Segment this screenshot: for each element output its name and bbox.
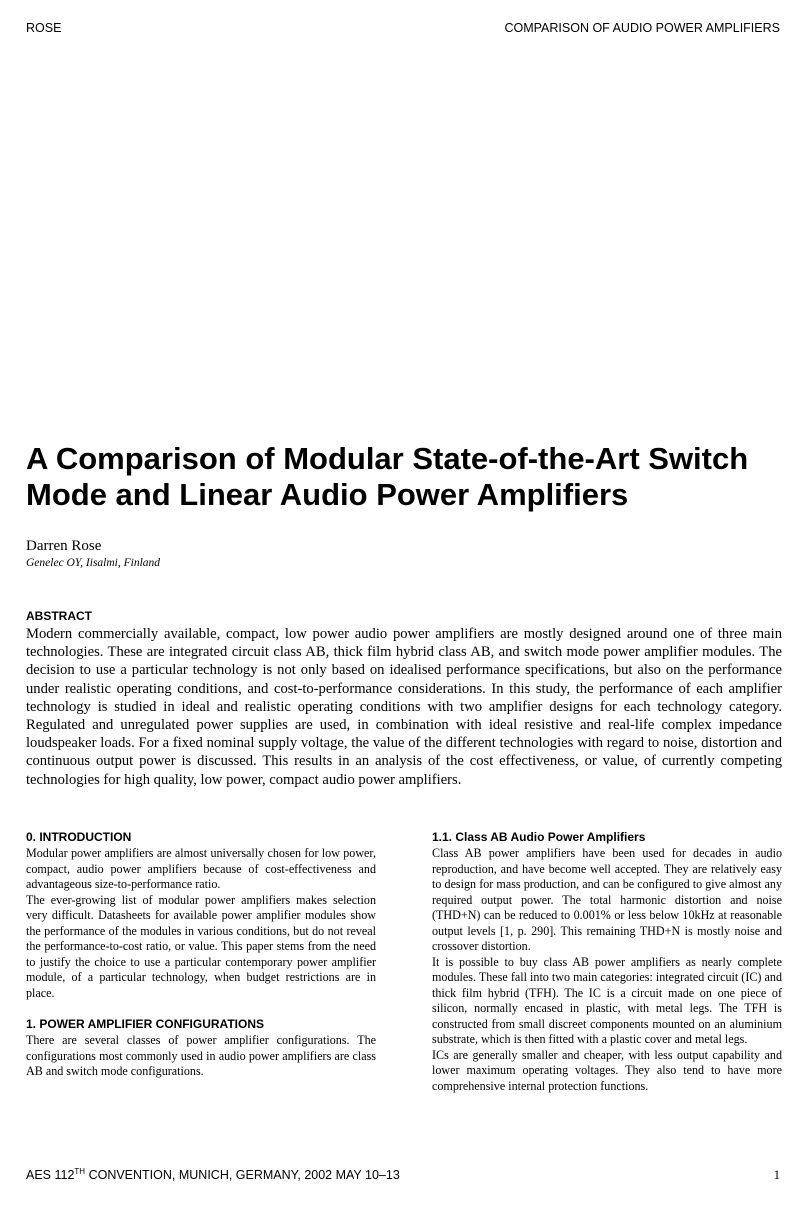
footer-convention — [26, 1167, 400, 1182]
author-name: Darren Rose — [26, 538, 102, 554]
section-heading-introduction: 0. INTRODUCTION — [26, 830, 132, 844]
right-column — [432, 830, 782, 1094]
paragraph: The ever-growing list of modular power amplifiers makes selection very difficult. Datasheets for available power amplifier modules show the performance of the modules in various conditions, but do not reveal the performance-to-cost ratio, or value. This paper stems from the need to justify the choice to use a particular contemporary power amplifier module, of a particular technology, when budget restrictions are in place. — [26, 892, 376, 1000]
section-heading-configurations: 1. POWER AMPLIFIER CONFIGURATIONS — [26, 1017, 265, 1031]
left-column — [26, 830, 376, 1080]
footer-superscript: TH — [74, 1167, 86, 1176]
author-affiliation: Genelec OY, Iisalmi, Finland — [26, 557, 161, 569]
paragraph: Class AB power amplifiers have been used for decades in audio reproduction, and have become well accepted. They are relatively easy to design for mass production, and can be configured to give almost any required output power. The total harmonic distortion and noise (THD+N) can be reduced to 0.001% or less below 10kHz at reasonable output levels [1, p. 290]. This remaining THD+N is mostly noise and crossover distortion. — [432, 846, 782, 953]
running-header-author: ROSE — [26, 21, 62, 35]
paragraph: There are several classes of power amplifier configurations. The configurations most commonly used in audio power amplifiers are class AB and switch mode configurations. — [26, 1033, 376, 1078]
paragraph: Modular power amplifiers are almost universally chosen for low power, compact, audio power amplifiers because of cost-effectiveness and advantageous size-to-performance ratio. — [26, 846, 376, 891]
paragraph: ICs are generally smaller and cheaper, with less output capability and lower maximum operating voltages. They also tend to have more comprehensive internal protection functions. — [432, 1047, 782, 1093]
paragraph: It is possible to buy class AB power amplifiers as nearly complete modules. These fall into two main categories: integrated circuit (IC) and thick film hybrid (TFH). The IC is a circuit made on one piece of silicon, normally encased in plastic, with metal legs. The TFH is constructed from small discreet components mounted on an aluminium substrate, which is then fitted with a plastic cover and metal legs. — [432, 954, 782, 1046]
abstract-text: Modern commercially available, compact, low power audio power amplifiers are mostly designed around one of three main technologies. These are integrated circuit class AB, thick film hybrid class AB, and switch mode power amplifier modules. The decision to use a particular technology is not only based on idealised performance specifications, but also on the performance under realistic operating conditions, and cost-to-performance considerations. In this study, the performance of each amplifier technology is studied in ideal and realistic operating conditions with two amplifier designs for each technology category. Regulated and unregulated power supplies are used, in combination with ideal resistive and real-life complex impedance loudspeaker loads. For a fixed nominal supply voltage, the value of the different technologies with regard to noise, distortion and continuous output power is discussed. This results in an analysis of the cost effectiveness, or value, of currently competing technologies for high quality, low power, compact audio power amplifiers. — [26, 626, 782, 788]
paper-title: A Comparison of Modular State-of-the-Art Switch Mode and Linear Audio Power Amplifiers — [26, 441, 749, 512]
running-header-title: COMPARISON OF AUDIO POWER AMPLIFIERS — [504, 21, 780, 35]
footer-text-end: CONVENTION, MUNICH, GERMANY, 2002 MAY 10–13 — [85, 1168, 400, 1182]
page-number: 1 — [773, 1168, 780, 1182]
subsection-heading-class-ab: 1.1. Class AB Audio Power Amplifiers — [432, 830, 646, 844]
footer-text-start: AES 112 — [26, 1168, 75, 1182]
abstract-heading: ABSTRACT — [26, 609, 92, 623]
